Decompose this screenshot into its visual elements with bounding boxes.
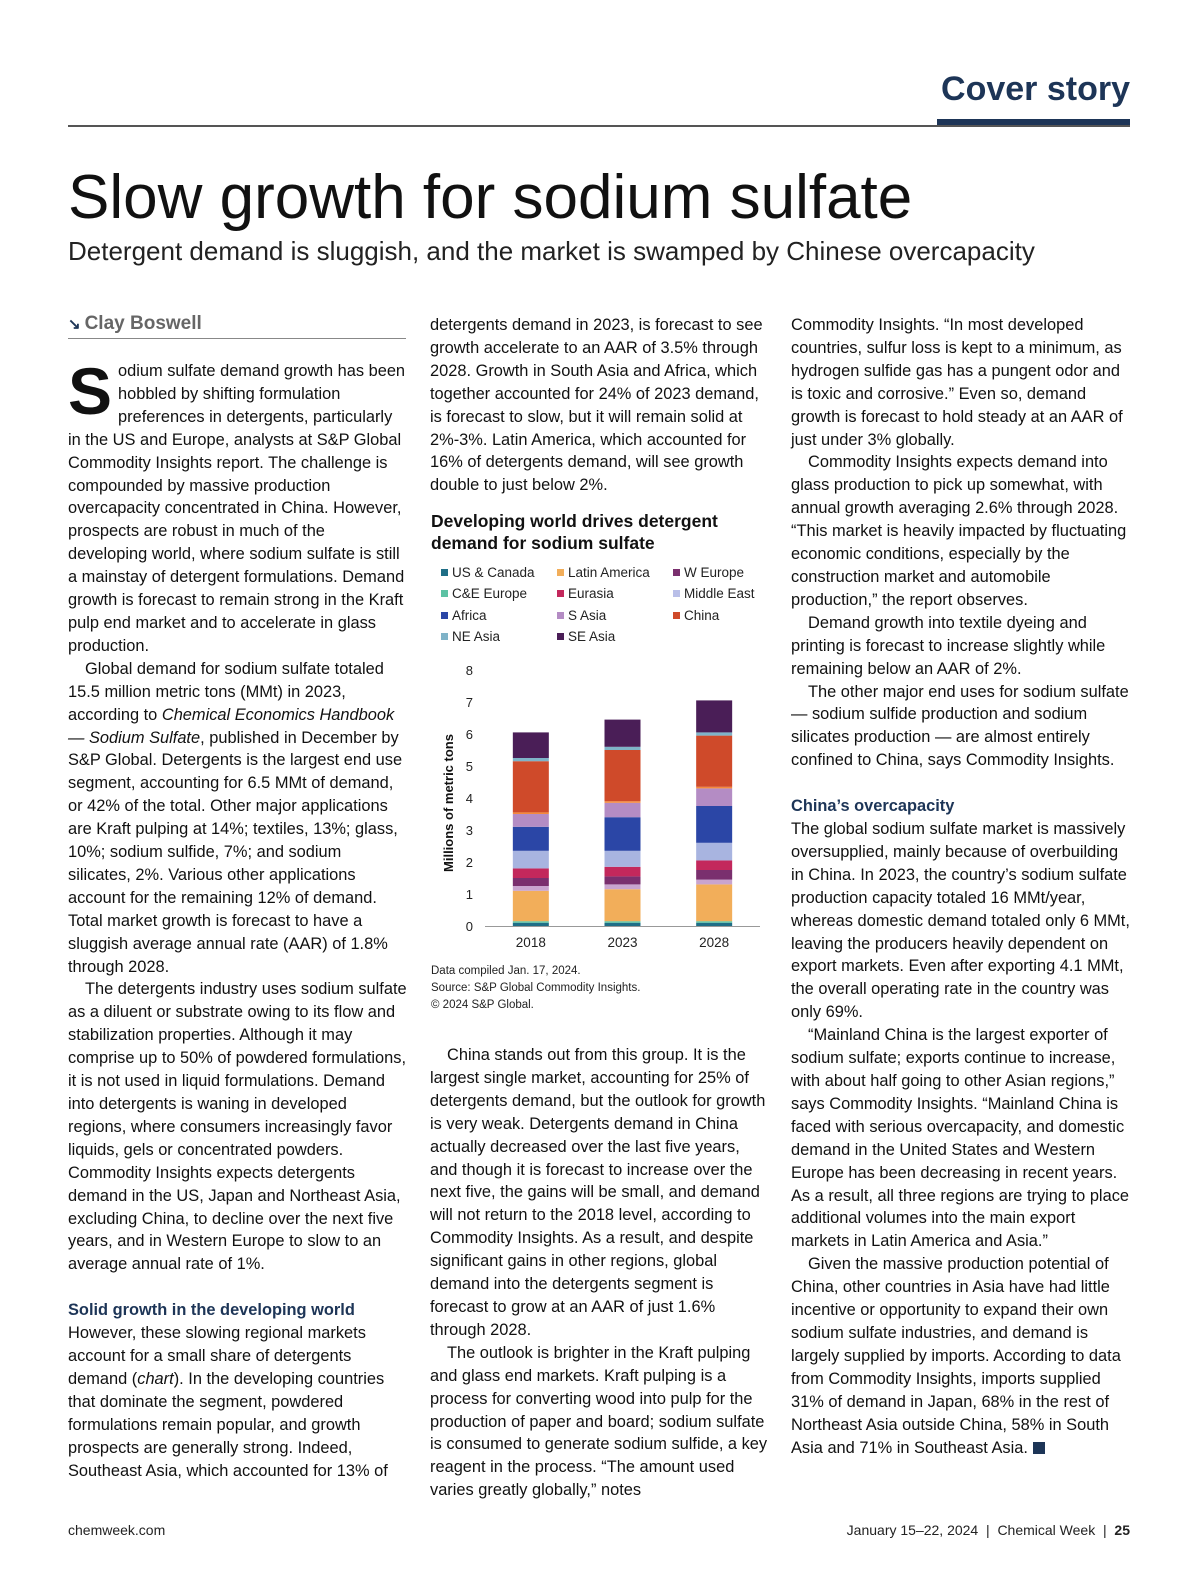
paragraph [68,1322,408,1482]
legend-swatch [441,569,448,576]
bar-segment [696,870,732,880]
bar-segment [513,732,549,758]
footer-date: January 15–22, 2024 [846,1522,979,1538]
paragraph-text: Global demand for sodium sulfate totaled 15.5 million metric tons (MMt) in 2023, according to [68,659,384,724]
bar-segment [605,720,641,747]
paragraph-text: odium sulfate demand growth has been hobbled by shifting formulation preferences in detergents, particularly in the US and Europe, analysts at S&P Global Commodity Insights report. The challenge is compounded by massive production overcapacity concentrated in China. However, prospects are robust in much of the developing world, where sodium sulfate is still a mainstay of detergent formulations. Demand growth is forecast to remain strong in the Kraft pulp end market and to accelerate in glass production. [68,362,406,655]
y-tick-label: 5 [465,759,473,774]
bar-segment [513,851,549,869]
paragraph: detergents demand in 2023, is forecast to see growth accelerate to an AAR of 3.5% through 2028. Growth in South Asia and Africa, which together accounted for 24% of 2023 demand, is forecast to slow, but it will remain solid at 2%-3%. Latin America, which accounted for 16% of detergents demand, will see growth double to just below 2%. [430,316,763,495]
bar-segment [696,921,732,923]
paragraph-text: ). In the developing countries that dominate the segment, powdered formulations remain popular, and growth prospects are generally strong. Indeed, Southeast Asia, which accounted for 13% of [68,1369,388,1480]
bar-segment [605,876,641,884]
bar-segment [605,747,641,750]
page-number: 25 [1114,1522,1130,1538]
paragraph [68,354,408,658]
drop-cap: S [68,354,113,428]
bar-segment [605,889,641,921]
bar-segment [696,732,732,735]
chart-title: Developing world drives detergent demand for sodium sulfate [431,511,718,553]
paragraph: Demand growth into textile dyeing and printing is forecast to increase slightly while remaining below an AAR of 2%. [791,613,1106,678]
legend-entry [557,629,615,644]
bar-segment [605,884,641,889]
y-tick-label: 1 [465,887,473,902]
bar-segment [513,758,549,761]
bar-segment [513,886,549,891]
bar-segment [605,750,641,801]
legend-label: W Europe [684,565,745,580]
x-tick-label: 2023 [607,935,638,950]
subhead: China’s overcapacity [791,797,955,816]
legend-entry [441,586,527,601]
bar-segment [513,921,549,923]
byline-author: Clay Boswell [84,313,202,334]
bar-segment [513,868,549,878]
legend-label: US & Canada [452,565,535,580]
chart-reference: chart [137,1369,174,1388]
bar-segment [696,700,732,732]
x-tick-label: 2028 [699,935,730,950]
bar-segment [513,827,549,851]
legend-swatch [557,633,564,640]
footer-separator: | [986,1522,990,1538]
end-mark [1033,1442,1045,1454]
legend-label: NE Asia [452,628,501,644]
legend-label: Africa [452,607,487,623]
bar-segment [696,860,732,870]
y-tick-label: 4 [465,791,473,806]
column-2-top [430,314,770,497]
paragraph: The other major end uses for sodium sulfate — sodium sulfide production and sodium silicates production — are almost entirely confined to China, says Commodity Insights. [791,682,1129,770]
legend-swatch [441,633,448,640]
bar-segment [605,803,641,817]
footer-info [847,1522,1130,1538]
article-title: Slow growth for sodium sulfate [68,163,913,232]
column-1 [68,354,408,1483]
bar-segment [605,801,641,803]
bar-segment [513,814,549,827]
legend-entry [673,608,719,623]
legend-entry [557,586,614,601]
footer-publication: Chemical Week [997,1522,1096,1538]
bar-segment [696,880,732,885]
legend-swatch [557,590,564,597]
bar-segment [605,923,641,926]
footer-separator: | [1103,1522,1107,1538]
paragraph: The detergents industry uses sodium sulfate as a diluent or substrate owing to its flow and stabilization properties. Although it may comprise up to 50% of powdered formulations, it is not used in liquid formulations. Demand into detergents is waning in developed regions, where consumers increasingly favor liquids, gels or concentrated powders. Commodity Insights expects detergents demand in the US, Japan and Northeast Asia, excluding China, to decline over the next five years, and in Western Europe to slow to an average annual rate of 1%. [68,980,407,1274]
bar-segment [696,843,732,861]
legend-entry [673,565,744,580]
legend-label: Eurasia [568,586,614,602]
paragraph: China stands out from this group. It is the largest single market, accounting for 25% of detergents demand, but the outlook for growth is very weak. Detergents demand in China actually decreased over the last five years, and though it is forecast to increase over the next five, the gains will be small, and demand will not return to the 2018 level, according to Commodity Insights. As a result, and despite significant gains in other regions, global demand into the detergents segment is forecast to grow at an AAR of just 1.6% through 2028. [430,1046,766,1339]
arrow-icon: ↘ [68,316,81,333]
bar-segment [696,884,732,921]
bar-segment [513,891,549,921]
legend-entry [441,608,487,623]
paragraph: The global sodium sulfate market is massively oversupplied, mainly because of overbuilding in China. In 2023, the country’s sodium sulfate production capacity totaled 16 MMt/year, whereas domestic demand totaled only 6 MMt, leaving the producers heavily dependent on export markets. Even after exporting 4.1 MMt, the overall operating rate in the country was only 69%. [791,820,1130,1022]
paragraph-text: , published in December by S&P Global. Detergents is the largest end use segment, accounting for 6.5 MMt of demand, or 42% of the total. Other major applications are Kraft pulping at 14%; textiles, 13%; glass, 10%; sodium sulfide, 7%; and sodium silicates, 2%. Various other applications account for the remaining 12% of demand. Total market growth is forecast to have a sluggish average annual rate (AAR) of 1.8% through 2028. [68,728,403,976]
legend-swatch [673,569,680,576]
footer-site: chemweek.com [68,1522,166,1538]
paragraph: The outlook is brighter in the Kraft pulping and glass end markets. Kraft pulping is a process for converting wood into pulp for the production of paper and board; sodium sulfate is consumed to generate sodium sulfide, a key reagent in the process. “The amount used varies greatly globally,” notes [430,1343,768,1500]
column-3 [791,314,1131,1459]
legend-entry [441,629,500,644]
paragraph: “Mainland China is the largest exporter of sodium sulfate; exports continue to increase, with about half going to other Asian regions,” says Commodity Insights. “Mainland China is faced with serious overcapacity, and domestic demand in the United States and Western Europe has been decreasing in recent years. As a result, all three regions are trying to place additional volumes into the main export markets in Latin America and Asia.” [791,1026,1130,1251]
y-tick-label: 6 [465,727,473,742]
bar-segment [513,923,549,926]
bar-segment [696,923,732,926]
paragraph-text: Given the massive production potential of China, other countries in Asia have had little incentive or opportunity to expand their own sodium sulfate industries, and demand is largely supplied by imports. According to data from Commodity Insights, imports supplied 31% of demand in Japan, 68% in the rest of Northeast Asia outside China, 58% in South Asia and 71% in Southeast Asia. [791,1255,1121,1457]
bar-segment [605,817,641,851]
bar-segment [696,788,732,806]
legend-swatch [673,590,680,597]
legend-label: SE Asia [568,628,616,644]
paragraph-text: However, these slowing regional markets account for a small share of detergents demand ( [68,1324,366,1388]
stacked-bar-chart [430,655,770,955]
legend-swatch [441,590,448,597]
paragraph [791,1253,1131,1459]
legend-label: Middle East [684,586,755,602]
paragraph: Commodity Insights. “In most developed countries, sulfur loss is kept to a minimum, as hydrogen sulfide gas has a pungent odor and is toxic and corrosive.” Even so, demand growth is forecast to hold steady at an AAR of just under 3% globally. [791,316,1123,449]
legend-entry [673,586,755,601]
section-label: Cover story [941,70,1130,108]
handbook-title: Chemical Economics Handbook — Sodium Sulfate [68,705,395,747]
y-tick-label: 7 [465,695,473,710]
chart-note: © 2024 S&P Global. [431,999,534,1011]
legend-swatch [557,569,564,576]
y-tick-label: 2 [465,855,473,870]
chart-note: Data compiled Jan. 17, 2024. [431,965,581,977]
bar-segment [696,736,732,787]
legend-swatch [441,612,448,619]
legend-swatch [673,612,680,619]
legend-swatch [557,612,564,619]
bar-segment [696,787,732,789]
bar-segment [605,867,641,877]
legend-label: Latin America [568,565,650,580]
bar-segment [696,806,732,843]
paragraph: Commodity Insights expects demand into glass production to pick up somewhat, with annual growth averaging 2.6% through 2028. “This market is heavily impacted by fluctuating economic conditions, especially by the construction market and automobile production,” the report observes. [791,453,1127,609]
top-rule [68,125,1130,127]
legend-label: C&E Europe [452,586,528,602]
article-deck: Detergent demand is sluggish, and the market is swamped by Chinese overcapacity [68,236,1035,266]
legend-label: China [684,607,720,623]
y-tick-label: 0 [465,919,473,934]
bar-segment [605,921,641,923]
y-tick-label: 3 [465,823,473,838]
column-2-bottom [430,1044,770,1502]
bar-segment [513,812,549,814]
subhead: Solid growth in the developing world [68,1301,355,1320]
bar-segment [605,851,641,867]
legend-label: S Asia [568,607,607,623]
chart-note: Source: S&P Global Commodity Insights. [431,982,641,994]
paragraph [68,658,408,979]
bar-segment [513,761,549,812]
legend-entry [557,608,606,623]
legend-entry [441,565,535,580]
chart-notes [431,963,640,1014]
x-tick-label: 2018 [515,935,546,950]
bar-segment [513,878,549,886]
legend-entry [557,565,650,580]
y-axis-label: Millions of metric tons [441,734,456,872]
y-tick-label: 8 [465,663,473,678]
byline[interactable] [68,313,406,339]
